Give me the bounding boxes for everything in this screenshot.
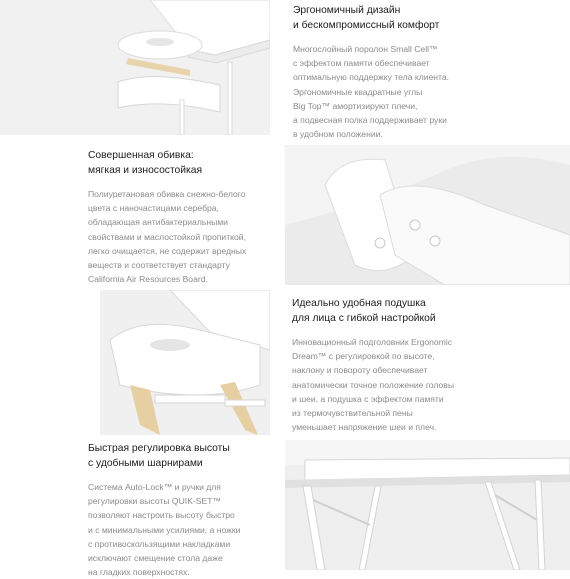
- feature-heading: Эргономичный дизайн и бескомпромиссный комфорт: [293, 5, 440, 31]
- feature-heading: Идеально удобная подушка для лица с гибкой настройкой: [292, 298, 436, 324]
- feature-heading: Совершенная обивка: мягкая и износостойкая: [88, 150, 203, 176]
- feature-description: Многослойный поролон Small Cell™ с эффектом памяти обеспечивает оптимальную поддержку тела клиента. Эргономичные квадратные углы Big Top™ амортизируют плечи, а подвесная полка поддерживает руки в удобном положении.: [293, 44, 450, 140]
- feature-upholstery: [88, 148, 278, 286]
- photo-table-legs: [285, 440, 570, 570]
- feature-ergonomic-design: [293, 3, 563, 141]
- photo-upholstery-closeup: [285, 145, 570, 285]
- photo-face-cradle: [100, 290, 270, 435]
- feature-heading: Быстрая регулировка высоты с удобными шарнирами: [88, 443, 230, 469]
- feature-face-cradle: [292, 296, 562, 434]
- feature-description: Система Auto-Lock™ и ручки для регулировки высоты QUIK-SET™ позволяют настроить высоту быстро и с минимальными усилиями, а ножки с противоскользящими накладками исключают смещение стола даже на гладких поверхностях.: [88, 482, 241, 578]
- feature-description: Полиуретановая обивка снежно-белого цвета с наночастицами серебра, обладающая антибактериальными свойствами и маслостойкой пропиткой, легко очищается, не содержит вредных веществ и соответствует стандарту California Air Resources Board.: [88, 189, 247, 285]
- photo-table-armrest: [0, 0, 270, 135]
- feature-height-adjustment: [88, 441, 278, 579]
- feature-description: Инновационный подголовник Ergonomic Dream™ с регулировкой по высоте, наклону и повороту обеспечивает анатомически точное положение головы и шеи, а подушка с эффектом памяти из термочувствительной пены уменьшает напряжение шеи и плеч.: [292, 337, 454, 433]
